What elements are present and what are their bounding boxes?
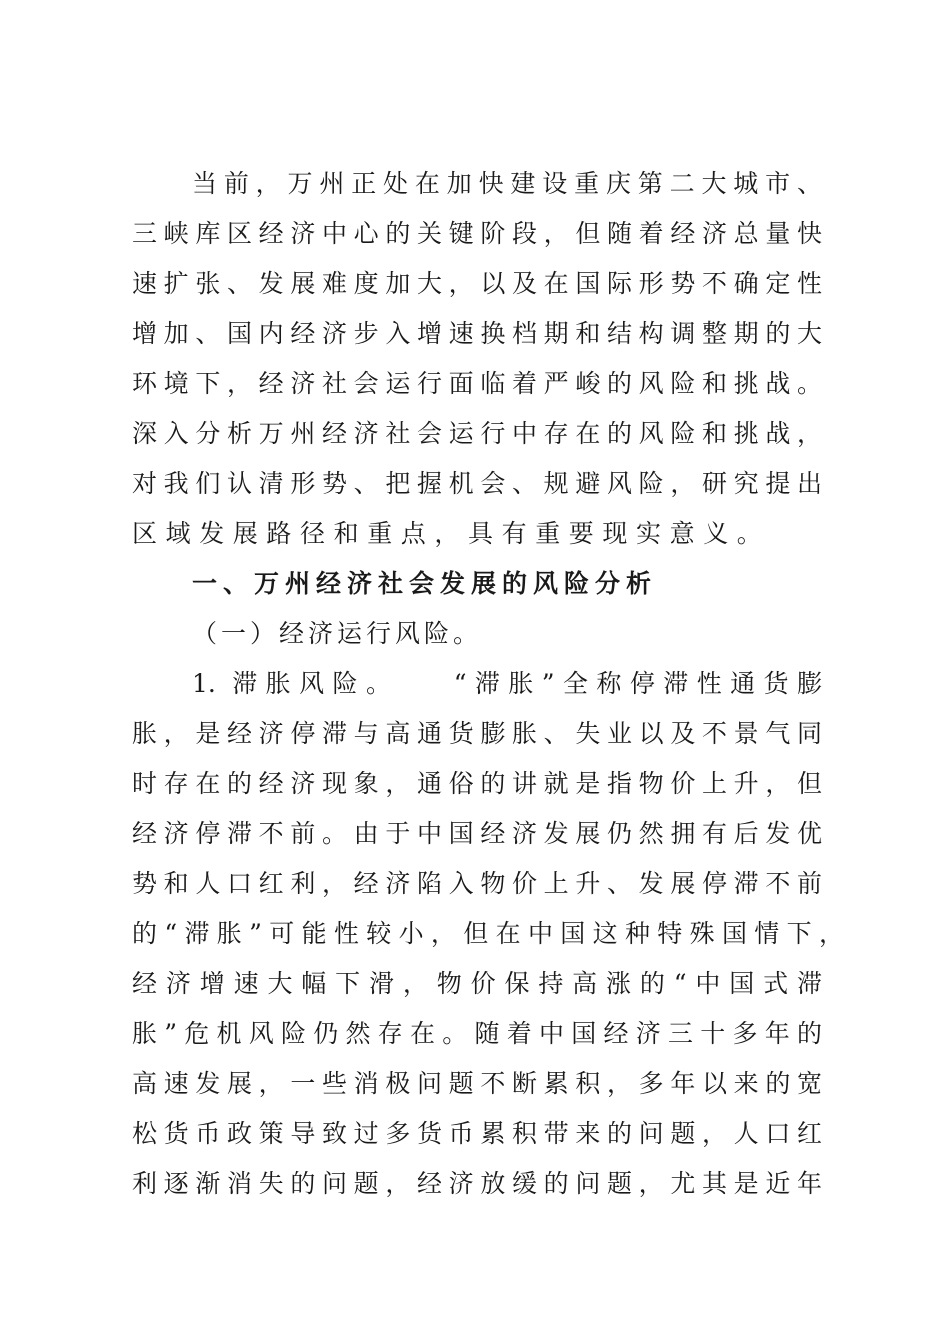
- subsection-heading: （一）经济运行风险。: [192, 619, 483, 648]
- paragraph-2-line-1: 1. 滞胀风险。 “滞胀”全称停滞性通货膨: [192, 669, 822, 698]
- paragraph-2-line-9: 高速发展，一些消极问题不断累积，多年以来的宽: [132, 1069, 822, 1098]
- paragraph-2-line-7: 经济增速大幅下滑，物价保持高涨的“中国式滞: [132, 969, 822, 998]
- paragraph-1-line-5: 环境下，经济社会运行面临着严峻的风险和挑战。: [132, 369, 822, 398]
- paragraph-2-line-8: 胀”危机风险仍然存在。随着中国经济三十多年的: [132, 1019, 822, 1048]
- section-heading: 一、万州经济社会发展的风险分析: [192, 569, 658, 598]
- paragraph-2-line-2: 胀，是经济停滞与高通货膨胀、失业以及不景气同: [132, 719, 822, 748]
- paragraph-1-line-1: 当前，万州正处在加快建设重庆第二大城市、: [192, 169, 822, 198]
- paragraph-2-line-3: 时存在的经济现象，通俗的讲就是指物价上升，但: [132, 769, 822, 798]
- paragraph-1-line-4: 增加、国内经济步入增速换档期和结构调整期的大: [132, 319, 822, 348]
- paragraph-2-line-6: 的“滞胀”可能性较小，但在中国这种特殊国情下，: [132, 919, 844, 948]
- paragraph-1-line-8: 区域发展路径和重点，具有重要现实意义。: [132, 519, 771, 548]
- paragraph-1-line-7: 对我们认清形势、把握机会、规避风险，研究提出: [132, 469, 822, 498]
- paragraph-1-line-6: 深入分析万州经济社会运行中存在的风险和挑战，: [132, 419, 822, 448]
- paragraph-2-line-4: 经济停滞不前。由于中国经济发展仍然拥有后发优: [132, 819, 822, 848]
- paragraph-2-line-5: 势和人口红利，经济陷入物价上升、发展停滞不前: [132, 869, 822, 898]
- paragraph-1-line-2: 三峡库区经济中心的关键阶段，但随着经济总量快: [132, 219, 822, 248]
- paragraph-2-line-11: 利逐渐消失的问题，经济放缓的问题，尤其是近年: [132, 1169, 822, 1198]
- paragraph-1-line-3: 速扩张、发展难度加大，以及在国际形势不确定性: [132, 269, 822, 298]
- paragraph-2-line-10: 松货币政策导致过多货币累积带来的问题，人口红: [132, 1119, 822, 1148]
